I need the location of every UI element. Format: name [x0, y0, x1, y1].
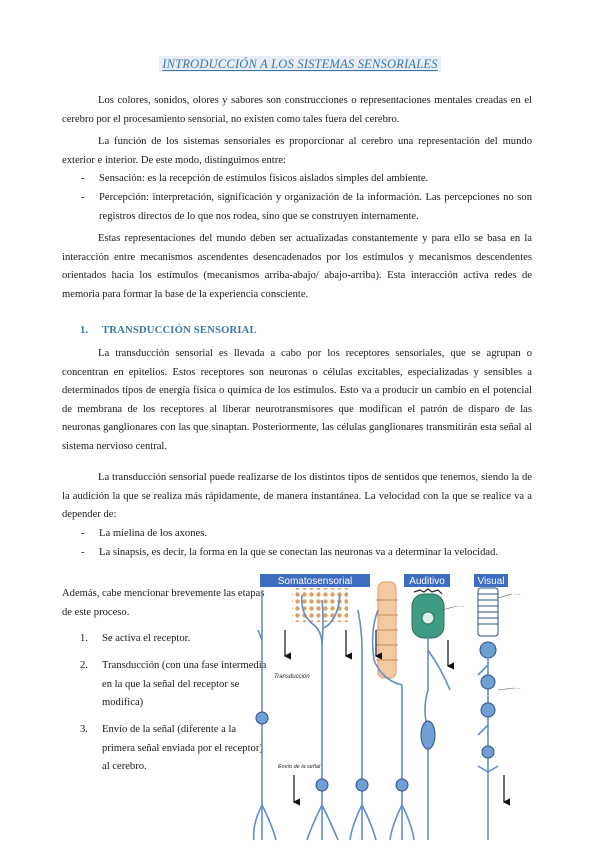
skin-receptor-field: [292, 588, 348, 622]
stage-number: 1.: [80, 633, 88, 644]
label-visual: Visual: [477, 576, 505, 587]
soma-ganglion: [481, 703, 495, 717]
receptor-branched: [254, 595, 376, 840]
stage-number: 3.: [80, 724, 88, 735]
bullet-dash: -: [81, 192, 85, 203]
factor-item-mielina: [81, 525, 532, 544]
soma-bipolar: [481, 675, 495, 689]
speed-paragraph: La transducción sensorial puede realizarse de los distintos tipos de sentidos que tenemos, siendo la de la audición la que se realiza más rápidamente, de manera instantánea. La velocidad con la que se realice va a depender de:: [62, 472, 532, 521]
representation-paragraph: Estas representaciones del mundo deben ser actualizadas constantemente y para ello se basa en la interacción entre mecanismos ascendentes desencadenados por los estímulos y mecanismos descendentes orientados hacia los estímulos (mecanismos arriba-abajo/ abajo-arriba). Esta interacción activa redes de memoria para formar la base de la experiencia consciente.: [62, 233, 532, 300]
factor-text: La mielina de los axones.: [99, 528, 207, 539]
intro-paragraph: Los colores, sonidos, olores y sabores son construcciones o representaciones mentales creadas en el cerebro por el procesamiento sensorial, no existen como tales fuera del cerebro.: [62, 95, 532, 125]
document-title-text: INTRODUCCIÓN A LOS SISTEMAS SENSORIALES: [159, 56, 440, 72]
stage-item-1: [80, 630, 267, 649]
soma-3: [356, 779, 368, 791]
stage-item-3: [80, 721, 267, 777]
label-auditivo: Auditivo: [409, 576, 445, 587]
factor-item-sinapsis: [81, 544, 532, 563]
distinction-item-percepcion: [81, 189, 532, 226]
stage-text: Se activa el receptor.: [102, 633, 191, 644]
bullet-dash: -: [81, 528, 85, 539]
stage-text: Transducción (con una fase intermedia en la que la señal del receptor se modifica): [102, 660, 267, 709]
distinction-text: Sensación: es la recepción de estímulos físicos aislados simples del ambiente.: [99, 173, 429, 184]
bullet-dash: -: [81, 173, 85, 184]
photoreceptor-visual: [478, 588, 498, 658]
stages-intro: Además, cabe mencionar brevemente las etapas de este proceso.: [62, 588, 265, 618]
document-title: [0, 57, 600, 72]
sensory-receptors-figure: [252, 570, 542, 846]
hair-cell-auditory: [412, 589, 444, 638]
label-envio: Envío de la señal: [278, 764, 321, 770]
label-somatosensorial: Somatosensorial: [277, 576, 353, 587]
distinction-text: Percepción: interpretación, significación y organización de la información. Las percepciones no son registros directos de lo que nos rodea, sino que se construyen internamente.: [99, 192, 532, 222]
factor-text: La sinapsis, es decir, la forma en la que se conectan las neuronas va a determinar la velocidad.: [99, 547, 499, 558]
soma-4: [396, 779, 408, 791]
distinction-item-sensacion: [81, 170, 532, 189]
stage-number: 2.: [80, 660, 88, 671]
annotation-visual: ····: [514, 592, 521, 598]
bullet-dash: -: [81, 547, 85, 558]
stage-item-2: [80, 657, 267, 713]
soma-visual-3: [482, 746, 494, 758]
annotation-visual-2: ····: [514, 686, 521, 692]
function-paragraph: La función de los sistemas sensoriales es proporcionar al cerebro una representación del mundo exterior e interior. De este modo, distinguimos entre:: [62, 136, 532, 166]
annotation-auditory: ····: [458, 604, 465, 610]
section-number: 1.: [80, 325, 89, 336]
label-transduccion: Transducción: [274, 674, 310, 680]
stage-text: Envío de la señal (diferente a la primera señal enviada por el receptor) al cerebro.: [102, 724, 263, 773]
section-heading: [80, 325, 257, 336]
soma-1: [256, 712, 268, 724]
section-heading-text: TRANSDUCCIÓN SENSORIAL: [102, 325, 257, 336]
transduction-paragraph: La transducción sensorial es llevada a cabo por los receptores sensoriales, que se agrupan o concentran en epitelios. Estos receptores son neuronas o células excitables, especializadas y sensibles a determinados tipos de energía física o química de los estímulos. Esto va a producir un cambio en el potencial de membrana de los receptores al liberar neurotransmisores que modifican el patrón de disparo de las neuronas ganglionares con las que sinaptan. Posteriormente, las células ganglionares transmitirán esta señal al sistema nervioso central.: [62, 348, 532, 452]
soma-auditory: [421, 721, 435, 749]
soma-2: [316, 779, 328, 791]
